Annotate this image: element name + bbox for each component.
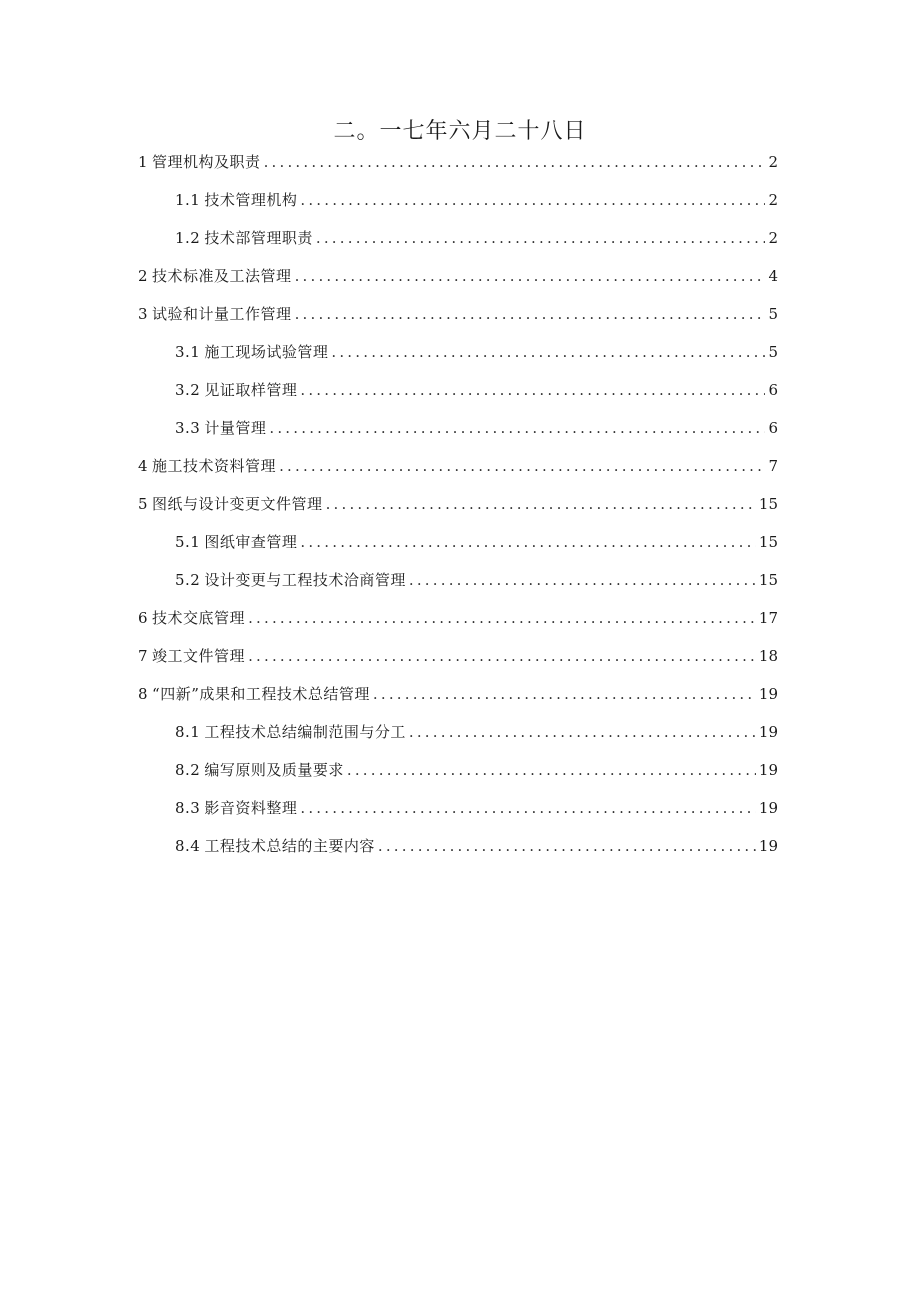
toc-entry-title: 编写原则及质量要求 <box>204 761 344 779</box>
toc-entry[interactable] <box>138 147 778 185</box>
toc-entry-page-number: 5 <box>768 305 778 323</box>
toc-entry-page-number: 15 <box>758 533 778 551</box>
toc-entry-page-number: 19 <box>758 799 778 817</box>
toc-entry-title: 技术管理机构 <box>204 191 298 209</box>
toc-dot-leader <box>269 416 765 440</box>
toc-dot-leader <box>300 188 765 212</box>
toc-entry[interactable] <box>138 755 778 793</box>
toc-entry-label <box>175 568 406 592</box>
toc-entry-number: 8 <box>138 685 149 703</box>
toc-entry[interactable] <box>138 565 778 603</box>
toc-entry[interactable] <box>138 337 778 375</box>
toc-entry-page-number: 15 <box>758 571 778 589</box>
toc-entry-label <box>175 720 406 744</box>
toc-entry[interactable] <box>138 603 778 641</box>
toc-entry[interactable] <box>138 831 778 869</box>
toc-entry-title: 竣工文件管理 <box>152 647 246 665</box>
toc-dot-leader <box>347 758 756 782</box>
toc-dot-leader <box>300 796 756 820</box>
toc-entry-title: “四新”成果和工程技术总结管理 <box>152 685 370 703</box>
toc-entry-title: 技术部管理职责 <box>204 229 313 247</box>
toc-entry-number: 3.1 <box>175 343 201 361</box>
toc-entry-title: 影音资料整理 <box>204 799 298 817</box>
toc-entry-title: 施工技术资料管理 <box>152 457 277 475</box>
toc-entry-page-number: 15 <box>758 495 778 513</box>
toc-dot-leader <box>409 720 756 744</box>
toc-entry-label <box>138 492 323 516</box>
toc-entry-label <box>138 302 292 326</box>
toc-entry-label <box>175 530 297 554</box>
toc-entry-number: 3.2 <box>175 381 201 399</box>
toc-dot-leader <box>409 568 756 592</box>
toc-entry-title: 见证取样管理 <box>204 381 298 399</box>
toc-entry-number: 8.4 <box>175 837 201 855</box>
toc-entry-label <box>175 188 297 212</box>
toc-entry-page-number: 2 <box>768 153 778 171</box>
toc-entry-label <box>175 416 266 440</box>
toc-entry-title: 图纸与设计变更文件管理 <box>152 495 323 513</box>
toc-entry-label <box>138 606 245 630</box>
toc-entry-number: 1.1 <box>175 191 201 209</box>
toc-entry[interactable] <box>138 261 778 299</box>
toc-entry-page-number: 2 <box>768 191 778 209</box>
toc-dot-leader <box>295 302 766 326</box>
toc-entry-label <box>138 150 261 174</box>
toc-entry-number: 3 <box>138 305 149 323</box>
toc-dot-leader <box>316 226 766 250</box>
toc-entry-page-number: 19 <box>758 723 778 741</box>
toc-entry-number: 5.1 <box>175 533 201 551</box>
toc-entry-title: 设计变更与工程技术洽商管理 <box>204 571 406 589</box>
toc-entry[interactable] <box>138 413 778 451</box>
toc-dot-leader <box>300 378 765 402</box>
toc-entry-number: 8.2 <box>175 761 201 779</box>
toc-entry-number: 6 <box>138 609 149 627</box>
toc-entry-number: 8.1 <box>175 723 201 741</box>
toc-entry-page-number: 7 <box>768 457 778 475</box>
toc-entry-title: 试验和计量工作管理 <box>152 305 292 323</box>
toc-dot-leader <box>264 150 766 174</box>
toc-entry-number: 3.3 <box>175 419 201 437</box>
toc-entry-page-number: 17 <box>758 609 778 627</box>
toc-entry-page-number: 19 <box>758 685 778 703</box>
toc-dot-leader <box>279 454 765 478</box>
toc-entry[interactable] <box>138 527 778 565</box>
document-date: 二。一七年六月二十八日 <box>333 119 587 144</box>
toc-entry-title: 图纸审查管理 <box>204 533 298 551</box>
toc-entry-label <box>138 264 292 288</box>
toc-entry-label <box>175 834 375 858</box>
toc-entry-number: 5 <box>138 495 149 513</box>
toc-entry-number: 8.3 <box>175 799 201 817</box>
toc-entry-page-number: 6 <box>768 419 778 437</box>
toc-entry-number: 1 <box>138 153 149 171</box>
toc-entry[interactable] <box>138 375 778 413</box>
toc-entry-title: 工程技术总结编制范围与分工 <box>204 723 406 741</box>
toc-entry-title: 技术标准及工法管理 <box>152 267 292 285</box>
toc-entry-label <box>175 796 297 820</box>
toc-entry-title: 计量管理 <box>204 419 267 437</box>
toc-entry-page-number: 19 <box>758 761 778 779</box>
toc-entry-number: 4 <box>138 457 149 475</box>
toc-dot-leader <box>300 530 756 554</box>
toc-dot-leader <box>331 340 765 364</box>
toc-dot-leader <box>248 644 756 668</box>
toc-entry-page-number: 18 <box>758 647 778 665</box>
toc-entry-label <box>175 378 297 402</box>
toc-entry-number: 1.2 <box>175 229 201 247</box>
toc-entry-label <box>175 340 328 364</box>
toc-entry-number: 2 <box>138 267 149 285</box>
toc-entry[interactable] <box>138 717 778 755</box>
toc-entry-title: 工程技术总结的主要内容 <box>204 837 375 855</box>
toc-entry-page-number: 2 <box>768 229 778 247</box>
toc-entry-label <box>175 758 344 782</box>
toc-entry[interactable] <box>138 299 778 337</box>
toc-entry-label <box>138 644 245 668</box>
toc-entry[interactable] <box>138 641 778 679</box>
toc-entry-page-number: 6 <box>768 381 778 399</box>
toc-dot-leader <box>295 264 766 288</box>
toc-entry-page-number: 4 <box>768 267 778 285</box>
toc-dot-leader <box>373 682 756 706</box>
toc-entry-title: 管理机构及职责 <box>152 153 261 171</box>
toc-entry-label <box>175 226 313 250</box>
toc-entry[interactable] <box>138 489 778 527</box>
toc-entry[interactable] <box>138 223 778 261</box>
table-of-contents <box>138 147 778 869</box>
toc-dot-leader <box>248 606 756 630</box>
toc-entry-number: 5.2 <box>175 571 201 589</box>
toc-entry-title: 技术交底管理 <box>152 609 246 627</box>
toc-entry[interactable] <box>138 793 778 831</box>
toc-dot-leader <box>378 834 756 858</box>
toc-entry-number: 7 <box>138 647 149 665</box>
toc-entry[interactable] <box>138 451 778 489</box>
toc-entry[interactable] <box>138 185 778 223</box>
toc-entry[interactable] <box>138 679 778 717</box>
toc-entry-page-number: 19 <box>758 837 778 855</box>
toc-entry-title: 施工现场试验管理 <box>204 343 329 361</box>
toc-dot-leader <box>326 492 756 516</box>
toc-entry-label <box>138 454 276 478</box>
toc-entry-label <box>138 682 370 706</box>
toc-entry-page-number: 5 <box>768 343 778 361</box>
